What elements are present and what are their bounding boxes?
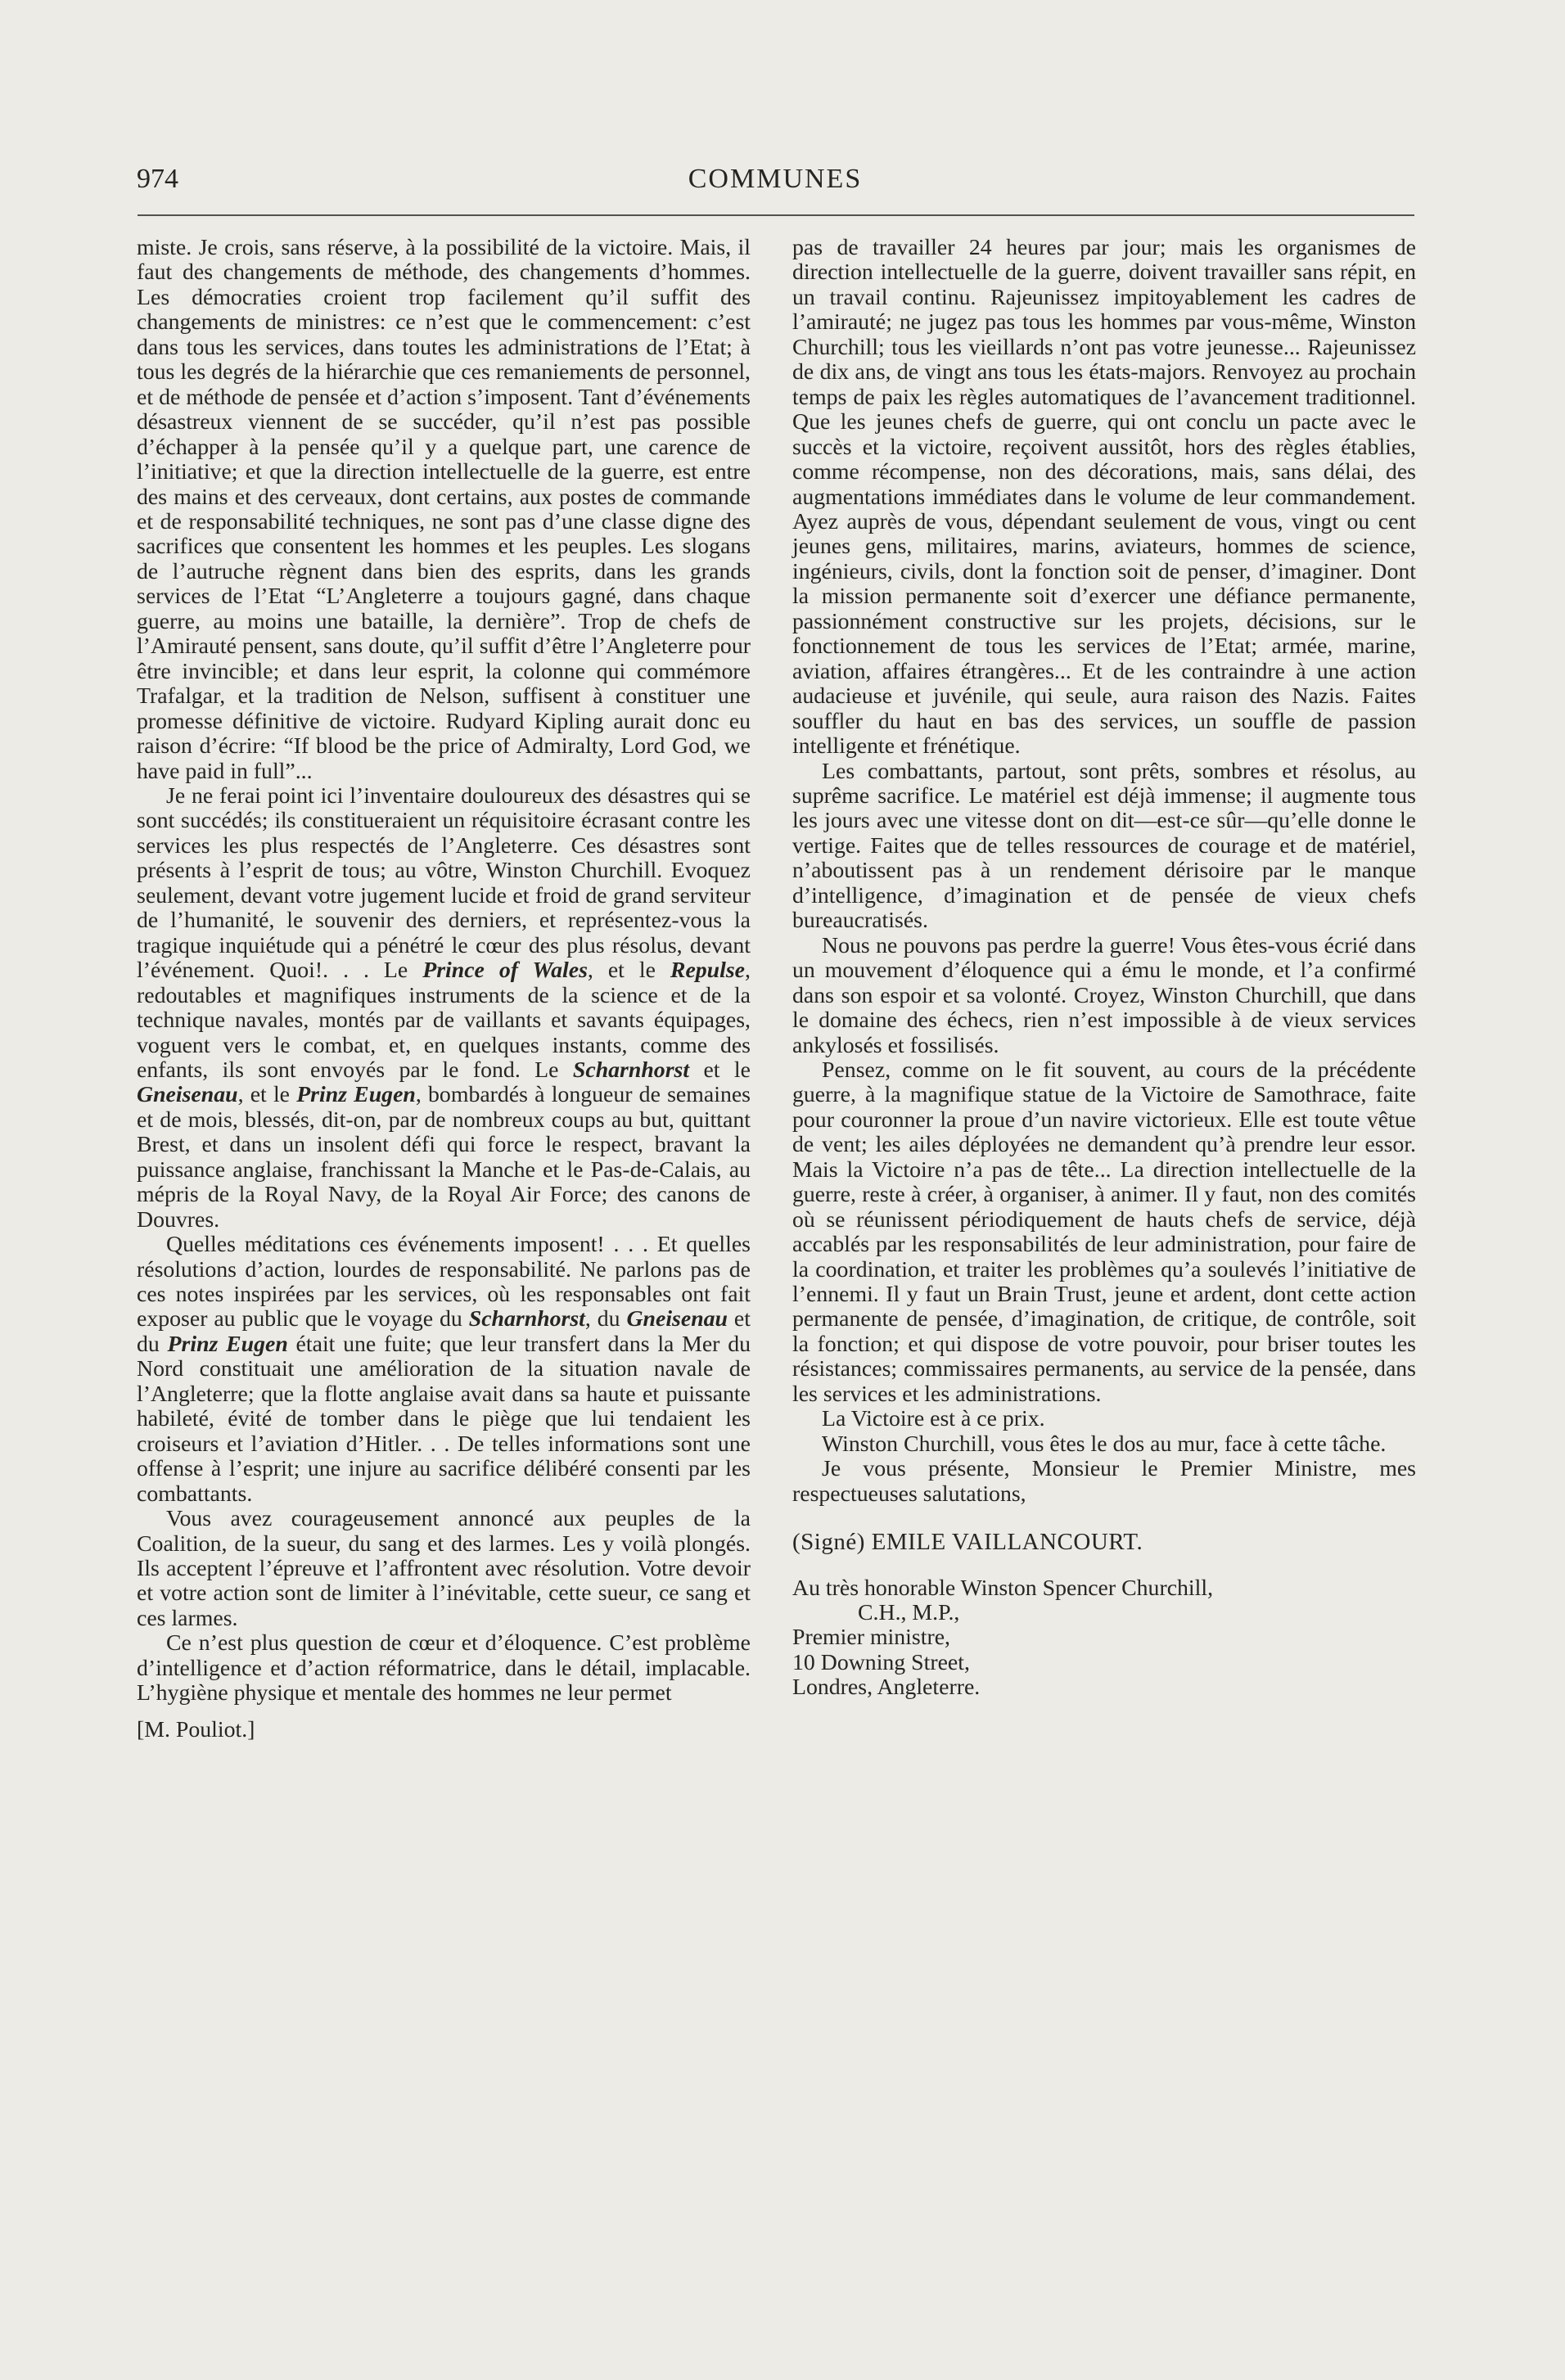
paragraph: La Victoire est à ce prix. [822, 1406, 1045, 1432]
address-line: C.H., M.P., [858, 1600, 960, 1626]
address-line: Au très honorable Winston Spencer Churchill, [792, 1575, 1214, 1601]
address-block [792, 1576, 1416, 1701]
page-number: 974 [137, 164, 178, 194]
paragraph: pas de travailler 24 heures par jour; mais les organismes de direction intellectuelle de la guerre, doivent travailler sans répit, en un travail continu. Rajeunissez impitoyablement les cadres de l’amirauté; ne jugez pas tous les hommes par vous-même, Winston Churchill; tous les vieillards n’ont pas votre jeunesse... Rajeunissez de dix ans, de vingt ans tous les états-majors. Renvoyez au prochain temps de paix les règles automatiques de l’avancement traditionnel. Que les jeunes chefs de guerre, qui ont conclu un pacte avec le succès et la victoire, reçoivent aussitôt, hors des règles établies, comme récompense, non des décorations, mais, sans délai, des augmentations immédiates dans le volume de leur commandement. Ayez auprès de vous, dépendant seulement de vous, vingt ou cent jeunes gens, militaires, marins, aviateurs, hommes de science, ingénieurs, civils, dont la fonction soit de penser, d’imaginer. Dont la mission permanente soit d’exercer une défiance permanente, passionnément constructive sur les projets, décisions, sur le fonctionnement de tous les services de l’Etat; armée, marine, aviation, affaires étrangères... Et de les contraindre à une action audacieuse et juvénile, qui seule, aura raison des Nazis. Faites souffler du haut en bas des services, un souffle de passion intelligente et frénétique. [792, 235, 1416, 760]
speaker-attribution: [M. Pouliot.] [137, 1716, 255, 1742]
paragraph: Les combattants, partout, sont prêts, sombres et résolus, au suprême sacrifice. Le matériel est déjà immense; il augmente tous les jours avec une vitesse dont on dit—est-ce sûr—qu’elle donne le vertige. Faites que de telles ressources de courage et de matériel, n’aboutissent pas à un rendement dérisoire par le manque d’intelligence, d’imagination et de pensée de vieux chefs bureaucratisés. [792, 758, 1416, 934]
paragraph: Vous avez courageusement annoncé aux peuples de la Coalition, de la sueur, du sang et des larmes. Les y voilà plongés. Ils acceptent l’épreuve et l’affrontent avec résolution. Votre devoir et votre action sont de limiter à l’inévitable, cette sueur, ce sang et ces larmes. [137, 1506, 751, 1631]
running-head: COMMUNES [688, 164, 863, 194]
ship-name: Scharnhorst [572, 1057, 690, 1083]
paragraph: miste. Je crois, sans réserve, à la possibilité de la victoire. Mais, il faut des changements de méthode, des changements d’hommes. Les démocraties croient trop facilement qu’il suffit des changements de ministres: ce n’est que le commencement: c’est dans tous les services, dans toutes les administrations de l’Etat; à tous les degrés de la hiérarchie que ces remaniements de personnel, et de méthode de pensée et d’action s’imposent. Tant d’événements désastreux viennent de se succéder, qu’il n’est pas possible d’échapper à la pensée qu’il y a quelque part, une carence de l’initiative; et que la direction intellectuelle de la guerre, est entre des mains et des cerveaux, dont certains, aux postes de commande et de responsabilité techniques, ne sont pas d’une classe digne des sacrifices que consentent les hommes et les peuples. Les slogans de l’autruche règnent dans bien des esprits, dans les grands services de l’Etat “L’Angleterre a toujours gagné, dans chaque guerre, au moins une bataille, la dernière”. Trop de chefs de l’Amirauté pensent, sans doute, qu’il suffit d’être l’Angleterre pour être invincible; et dans leur esprit, la colonne qui commémore Trafalgar, et la tradition de Nelson, suffisent à constituer une promesse définitive de victoire. Rudyard Kipling aurait donc eu raison d’écrire: “If blood be the price of Admiralty, Lord God, we have paid in full”... [137, 235, 751, 784]
address-line: 10 Downing Street, [792, 1649, 970, 1675]
paragraph: Nous ne pouvons pas perdre la guerre! Vous êtes-vous écrié dans un mouvement d’éloquence qui a ému le monde, et l’a confirmé dans son espoir et sa volonté. Croyez, Winston Churchill, que dans le domaine des échecs, rien n’est impossible à de vieux services ankylosés et fossilisés. [792, 932, 1416, 1058]
ship-name: Prinz Eugen [296, 1082, 416, 1108]
paragraph: Je vous présente, Monsieur le Premier Ministre, mes respectueuses salutations, [792, 1456, 1416, 1507]
address-line: Londres, Angleterre. [792, 1675, 981, 1701]
ship-name: Gneisenau [626, 1306, 728, 1332]
paragraph: Quelles méditations ces événements imposent! . . . Et quelles résolutions d’action, lourdes de responsabilité. Ne parlons pas de ces notes inspirées par les services, où les responsables ont fait exposer au public que le voyage du Scharnhorst, du Gneisenau et du Prinz Eugen était une fuite; que leur transfert dans la Mer du Nord constituait une amélioration de la situation navale de l’Angleterre; que la flotte anglaise avait dans sa haute et puissante habileté, évité de tomber dans le piège que lui tendaient les croiseurs et l’aviation d’Hitler. . . De telles informations sont une offense à l’esprit; une injure au sacrifice délibéré consenti par les combattants. [137, 1232, 751, 1507]
paragraph: Pensez, comme on le fit souvent, au cours de la précédente guerre, à la magnifique statue de la Victoire de Samothrace, faite pour couronner la proue d’un navire victorieux. Elle est toute vêtue de vent; les ailes déployées ne demandent qu’à prendre leur essor. Mais la Victoire n’a pas de tête... La direction intellectuelle de la guerre, reste à créer, à organiser, à animer. Il y faut, non des comités où se réunissent périodiquement de hauts chefs de service, déjà accablés par les responsabilités de leur administration, pour faire de la coordination, et traiter les problèmes qu’a soulevés l’initiative de l’ennemi. Il y faut un Brain Trust, jeune et ardent, dont cette action permanente de pensée, d’imagination, de critique, de contrôle, soit la fonction; et qui dispose de votre pouvoir, pour briser toutes les résistances; commissaires permanents, au service de la pensée, dans les services et les administrations. [792, 1057, 1416, 1407]
paragraph: Je ne ferai point ici l’inventaire douloureux des désastres qui se sont succédés; ils constitueraient un réquisitoire écrasant contre les services les plus respectés de l’Angleterre. Ces désastres sont présents à l’esprit de tous; au vôtre, Winston Churchill. Evoquez seulement, devant votre jugement lucide et froid de grand serviteur de l’humanité, le souvenir des derniers, et représentez-vous la tragique inquiétude qui a pénétré le cœur des plus résolus, devant l’événement. Quoi!. . . Le Prince of Wales, et le Repulse, redoutables et magnifiques instruments de la science et de la technique navales, montés par de vaillants et savants équipages, voguent vers le combat, et, en quelques instants, comme des enfants, ils sont envoyés par le fond. Le Scharnhorst et le Gneisenau, et le Prinz Eugen, bombardés à longueur de semaines et de mois, blessés, dit-on, par de nombreux coups au but, quittant Brest, et dans un insolent défi qui force le respect, bravant la puissance anglaise, franchissant la Manche et le Pas-de-Calais, au mépris de la Royal Navy, de la Royal Air Force; des canons de Douvres. [137, 782, 751, 1233]
ship-name: Prince of Wales [422, 958, 588, 984]
paragraph: Ce n’est plus question de cœur et d’éloquence. C’est problème d’intelligence et d’action réformatrice, dans le détail, implacable. L’hygiène physique et mentale des hommes ne leur permet [137, 1630, 751, 1706]
address-line: Premier ministre, [792, 1625, 950, 1651]
ship-name: Prinz Eugen [167, 1331, 288, 1357]
ship-name: Scharnhorst [468, 1306, 585, 1332]
signature: (Signé) EMILE VAILLANCOURT. [792, 1529, 1143, 1556]
paragraph: Winston Churchill, vous êtes le dos au mur, face à cette tâche. [822, 1431, 1387, 1457]
left-column [137, 236, 751, 1742]
ship-name: Repulse [670, 958, 746, 984]
ship-name: Gneisenau [137, 1082, 238, 1108]
right-column [792, 236, 1416, 1701]
page-header [137, 160, 1414, 201]
header-rule [138, 214, 1414, 216]
